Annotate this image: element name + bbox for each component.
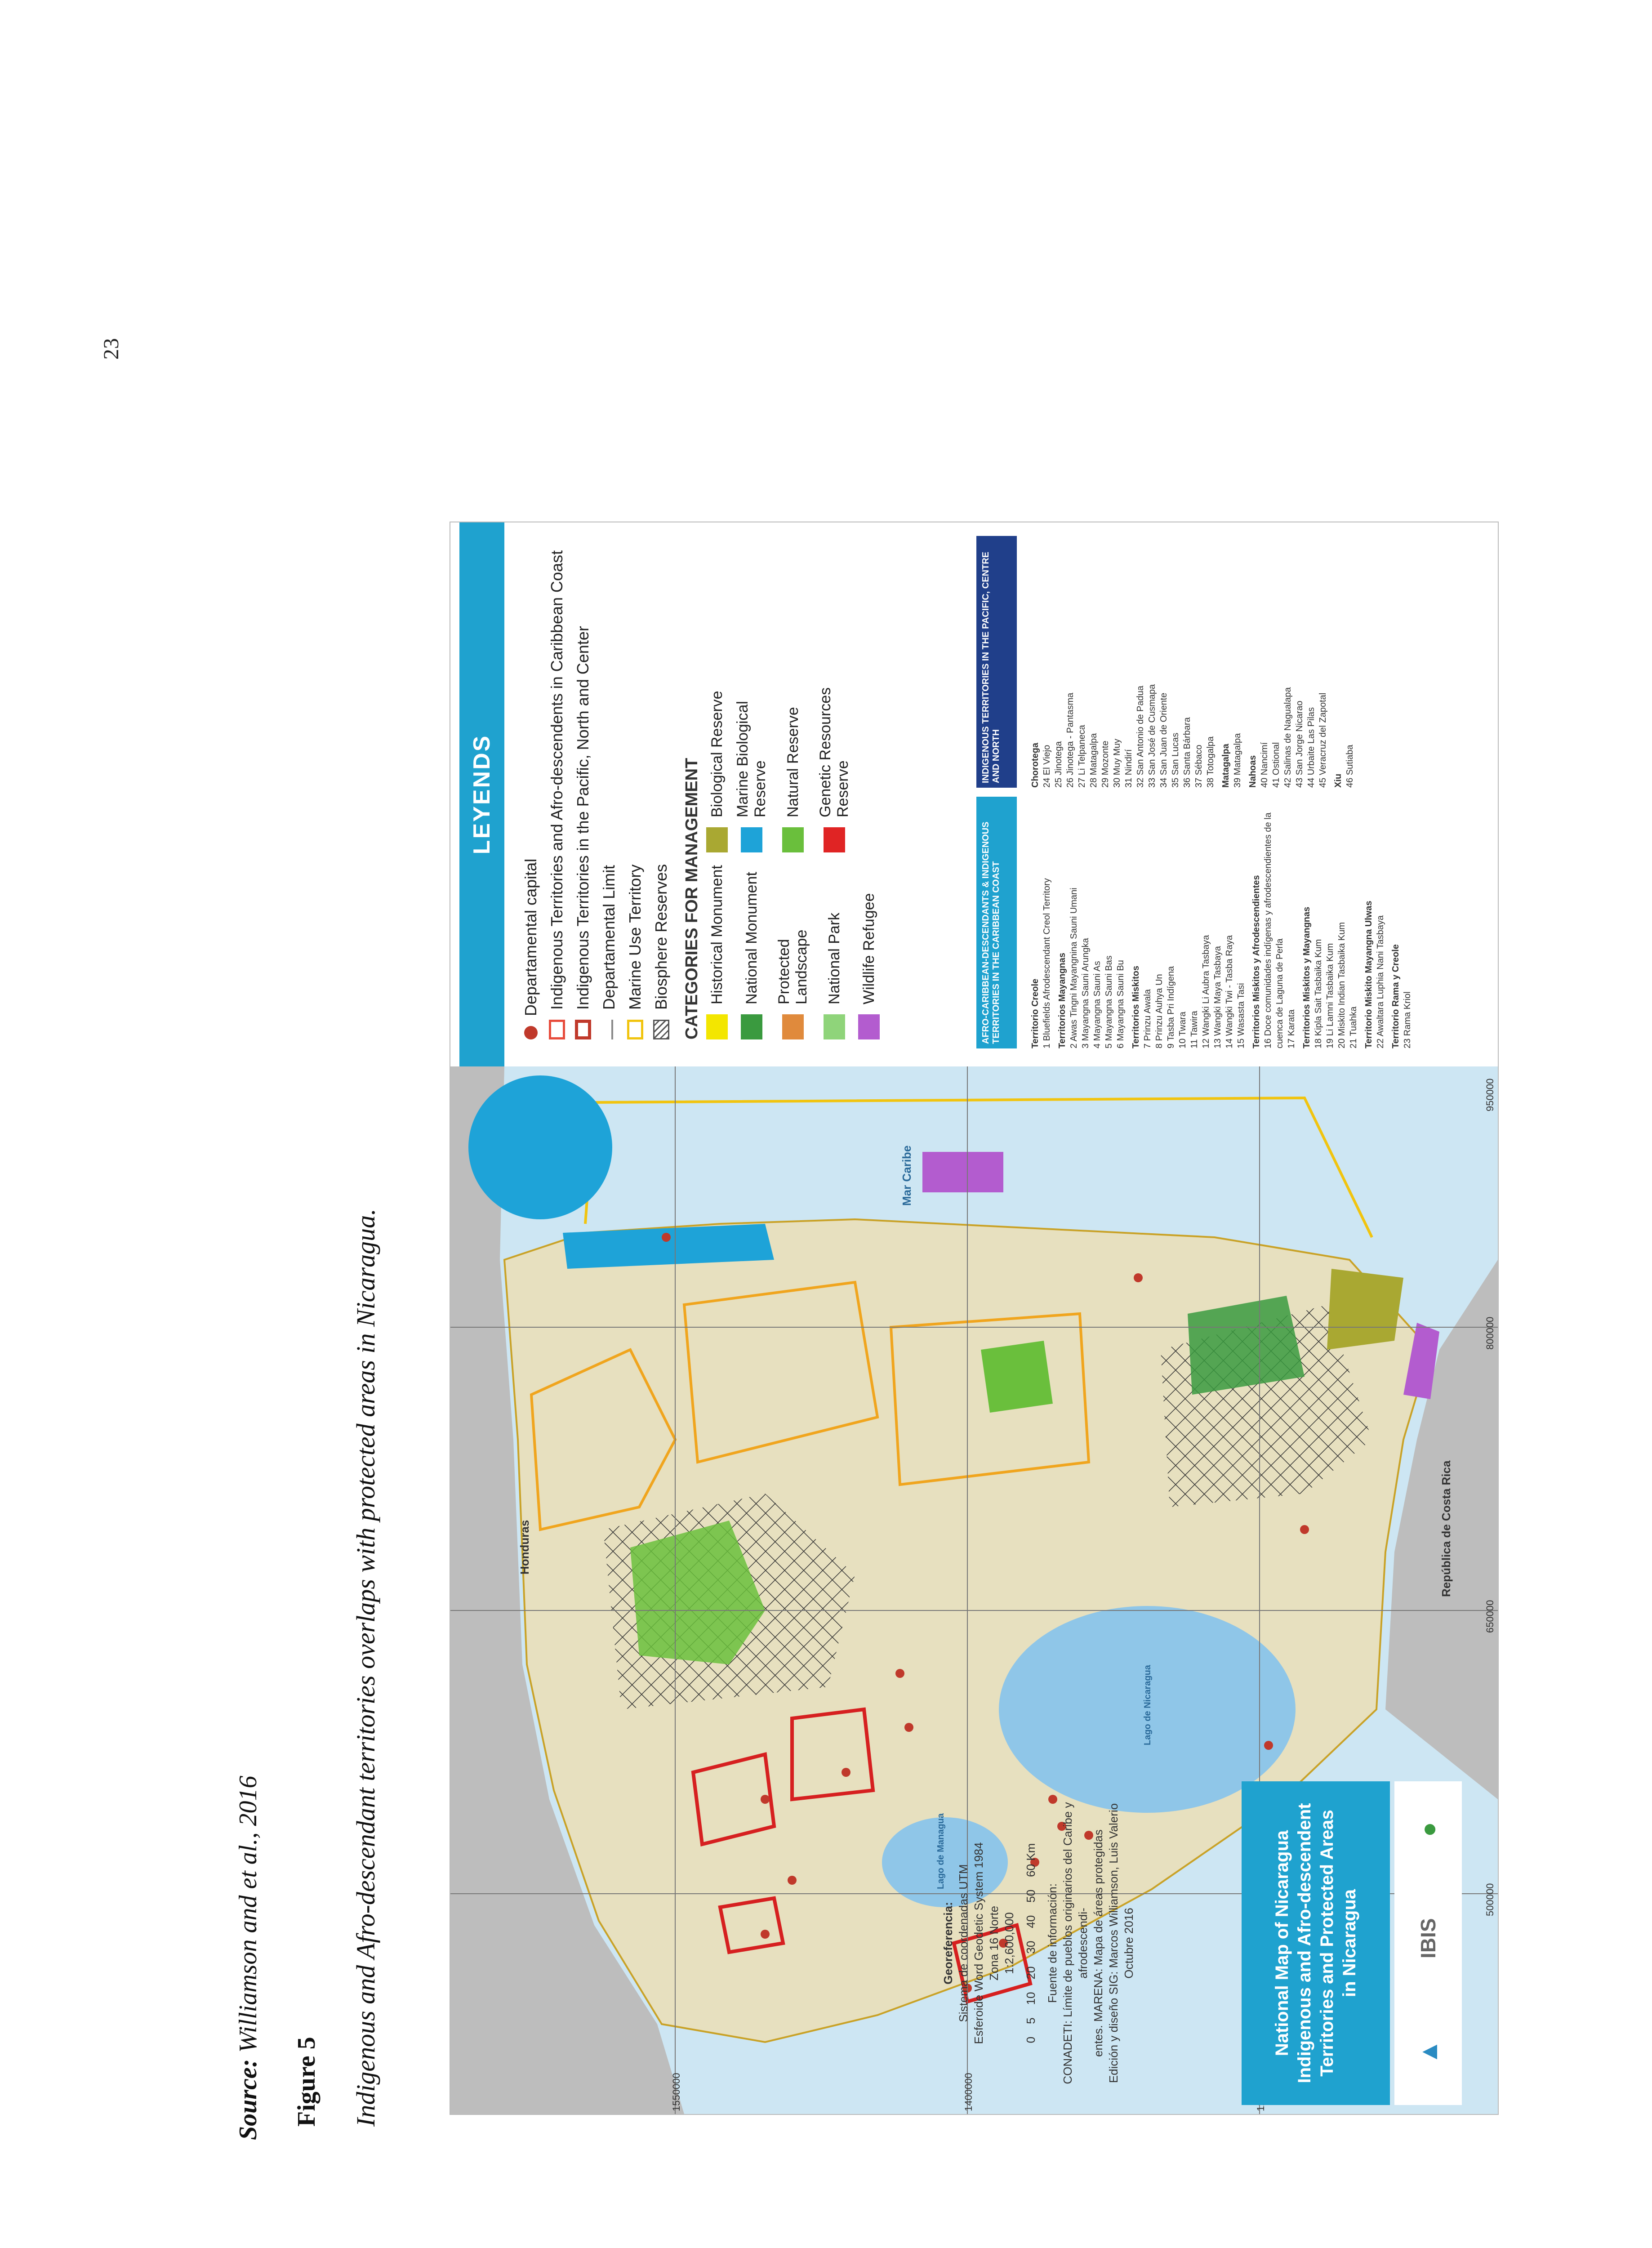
scale-20: 20 (1024, 1966, 1038, 1980)
territory-item: 40 Nancimí (1260, 742, 1269, 788)
category-label: Historical Monument (708, 865, 726, 1004)
territory-item: 22 Awaltara Luphia Nani Tasbaya (1376, 915, 1385, 1048)
legend-item (570, 536, 596, 1039)
territory-group: Territorios Miskitos (1131, 965, 1141, 1048)
capital-dot-icon (524, 1026, 538, 1039)
x-tick-1: 500000 (1484, 1883, 1496, 1916)
legend-header: LEYENDS (459, 522, 504, 1066)
georef-heading: Georeferencia: (941, 1902, 955, 1985)
figure-source (234, 1776, 263, 2140)
legend-label: Departamental Limit (600, 865, 618, 1010)
marine-biological-reserve-swatch (741, 827, 762, 852)
territory-group: Territorios Mayangnas (1057, 952, 1067, 1048)
territory-item: 23 Rama Kriol (1403, 991, 1412, 1048)
right-territories-list (1026, 536, 1356, 788)
territory-item: 10 Twara (1178, 1012, 1188, 1048)
territory-item: 25 Jinotega (1054, 741, 1064, 788)
source-label: Source: (234, 2059, 262, 2140)
territory-item: 9 Tasba Pri Indígena (1166, 966, 1176, 1048)
right-territories-heading: INDIGENOUS TERRITORIES IN THE PACIFIC, CENTRE AND NORTH (976, 536, 1017, 788)
territory-item: 46 Sutiaba (1345, 745, 1355, 788)
sources-line-1: CONADETI: Límite de pueblos originarios del Caribe y afrodescendi- (1061, 1802, 1090, 2084)
y-tick-2: 1400000 (963, 2073, 974, 2111)
scale-10: 10 (1024, 1992, 1038, 2005)
georeference-block (940, 1781, 1192, 2105)
category-label: Biological Reserve (708, 691, 726, 817)
legend-label: Departamental capital (521, 858, 540, 1016)
territory-item: 16 Doce comunidades indígenas y afrodescendientes de la cuenca de Laguna de Perla (1263, 812, 1285, 1048)
category-label: Genetic Resources Reserve (817, 687, 851, 817)
lake-nicaragua-label: Lago de Nicaragua (1143, 1665, 1153, 1745)
scale-0: 0 (1024, 2036, 1038, 2043)
legend-label: Indigenous Territories in the Pacific, North and Center (574, 626, 592, 1010)
legend-label: Marine Use Territory (626, 864, 644, 1010)
national-park-swatch (824, 1014, 845, 1039)
categories-grid (706, 536, 880, 1039)
legend-item (518, 536, 544, 1039)
wildlife-refugee-swatch (858, 1014, 880, 1039)
scale-40: 40 (1024, 1915, 1038, 1928)
territory-item: 18 Kipla Sait Tasbaika Kum (1314, 939, 1323, 1048)
territory-item: 6 Mayangna Sauni Bu (1116, 960, 1126, 1048)
territory-item: 45 Veracruz del Zapotal (1318, 692, 1328, 788)
territory-item: 4 Mayangna Sauni As (1092, 961, 1102, 1048)
outline-icon (549, 1020, 565, 1039)
territory-item: 12 Wangki Li Aubra Tasbaya (1201, 935, 1211, 1048)
left-territories-heading: AFRO-CARIBBEAN-DESCENDANTS & INDIGENOUS TERRITORIES IN THE CARIBBEAN COAST (976, 797, 1017, 1048)
scale-60: 60 Km (1024, 1843, 1038, 1877)
logo-left-icon: ▲ (1414, 2039, 1443, 2065)
map-title-line-4: in Nicaragua (1340, 1889, 1359, 1998)
marine-outline-icon (627, 1020, 643, 1039)
legend-item (596, 536, 622, 1039)
legend-item (648, 536, 674, 1039)
territory-group: Xiu (1333, 773, 1343, 788)
legend-label: Indigenous Territories and Afro-descendents in Caribbean Coast (548, 550, 566, 1010)
page-number: 23 (99, 338, 123, 360)
x-tick-4: 950000 (1484, 1078, 1496, 1111)
territory-item: 37 Sébaco (1194, 745, 1204, 788)
scale-bar (1023, 1781, 1038, 2105)
territory-item: 39 Matagalpa (1233, 733, 1242, 788)
scale-30: 30 (1024, 1940, 1038, 1954)
territory-item: 27 Li Telpaneca (1077, 725, 1087, 788)
protected-landscape-swatch (782, 1014, 804, 1039)
territory-group: Territorio Creole (1030, 978, 1040, 1048)
logo-strip (1394, 1781, 1462, 2105)
sources-heading: Fuente de información: (1046, 1883, 1059, 2003)
georef-line-3: Zona 16 Norte (987, 1905, 1001, 1981)
territory-group: Territorio Miskito Mayangna Ulwas (1364, 901, 1374, 1048)
map-title-box (1242, 1781, 1390, 2105)
categories-title: CATEGORIES FOR MANAGEMENT (682, 758, 701, 1039)
territory-item: 17 Karata (1287, 1009, 1296, 1048)
territory-item: 13 Wangki Maya Tasbaya (1213, 946, 1223, 1048)
territory-item: 31 Nindirí (1124, 749, 1134, 788)
territory-item: 35 San Lucas (1171, 732, 1180, 788)
territory-group: Nahoas (1248, 755, 1258, 788)
territory-item: 36 Santa Bárbara (1182, 717, 1192, 788)
hatch-icon (653, 1020, 669, 1039)
territory-item: 20 Miskito Indian Tasbaika Kum (1337, 922, 1347, 1048)
sources-line-3: Edición y diseño SIG: Marcos Williamson, Luis Valerio (1107, 1803, 1120, 2083)
territory-item: 26 Jinotega - Pantasma (1065, 692, 1075, 788)
category-label: National Monument (743, 872, 760, 1004)
georef-line-1: Sistema de coordenadas UTM (957, 1864, 970, 2022)
map-area (450, 1066, 1498, 2114)
outline-thick-icon (575, 1020, 591, 1039)
scale-50: 50 (1024, 1889, 1038, 1903)
ibis-logo: IBIS (1416, 1918, 1440, 1958)
territory-item: 34 San Juan de Oriente (1159, 692, 1169, 788)
map-title-line-1: National Map of Nicaragua (1272, 1830, 1292, 2056)
legend-label: Biosphere Reserves (652, 864, 670, 1010)
biological-reserve (1327, 1269, 1403, 1350)
legend-item (622, 536, 648, 1039)
sources-line-4: Octubre 2016 (1122, 1908, 1135, 1979)
territory-item: 5 Mayangna Sauni Bas (1104, 955, 1114, 1048)
territory-item: 21 Tuahka (1349, 1006, 1358, 1048)
wildlife-refuge-caribbean (922, 1152, 1003, 1192)
legend-list (518, 536, 880, 1039)
x-tick-2: 650000 (1484, 1600, 1496, 1633)
lake-managua-label: Lago de Managua (936, 1813, 946, 1889)
territory-item: 8 Prinzu Auhya Un (1154, 974, 1164, 1048)
territory-group: Territorio Rama y Creole (1391, 944, 1401, 1048)
territory-group: Matagalpa (1221, 744, 1231, 788)
territory-item: 44 Urbaite Las Pilas (1306, 707, 1316, 788)
legend-panel (450, 522, 1498, 1066)
source-text: Williamson and et al., 2016 (234, 1775, 262, 2059)
territory-item: 33 San José de Cusmapa (1147, 684, 1157, 788)
y-tick-1: 1550000 (671, 2073, 682, 2111)
territory-item: 19 Li Lamni Tasbaika Kum (1325, 943, 1335, 1048)
georef-line-2: Esferoide Word Geodetic System 1984 (972, 1842, 985, 2044)
territory-item: 38 Totogalpa (1206, 736, 1216, 788)
map-title-line-3: Territories and Protected Areas (1317, 1810, 1337, 2077)
territory-item: 15 Wasasta Tasi (1236, 983, 1246, 1048)
territory-group: Chorotega (1030, 743, 1040, 788)
territory-item: 24 El Viejo (1042, 745, 1052, 788)
honduras-label: Honduras (518, 1520, 531, 1574)
territory-item: 41 Ostional (1271, 742, 1281, 788)
territory-item: 3 Mayangna Sauni Arungka (1081, 938, 1091, 1048)
scale-5: 5 (1024, 2017, 1038, 2024)
georef-line-4: 1:2,600,000 (1002, 1912, 1016, 1974)
category-label: Natural Reserve (784, 707, 802, 817)
territory-item: 28 Matagalpa (1089, 733, 1099, 788)
category-label: Protected Landscape (775, 929, 810, 1004)
territory-item: 14 Wangki Twi - Tasba Raya (1225, 935, 1234, 1048)
category-label: National Park (825, 912, 843, 1004)
territory-item: 11 Tawira (1189, 1011, 1199, 1048)
line-icon (605, 1020, 613, 1039)
category-label: Wildlife Refugee (860, 893, 877, 1004)
map-title-line-2: Indigenous and Afro-descendent (1295, 1803, 1314, 2083)
x-tick-3: 800000 (1484, 1316, 1496, 1350)
territory-group: Territorios Miskitos y Afrodescendientes (1251, 875, 1261, 1048)
genetic-resources-swatch (824, 827, 845, 852)
biological-reserve-swatch (706, 827, 728, 852)
map-canvas (450, 522, 1498, 2114)
left-territories-list (1026, 797, 1413, 1048)
territory-item: 1 Bluefields Afrodescendant Creol Territory (1042, 878, 1052, 1048)
territory-item: 29 Mozonte (1100, 740, 1110, 788)
historical-monument-swatch (706, 1014, 728, 1039)
territories-box (976, 536, 1480, 1048)
marine-biological-reserve (468, 1075, 612, 1219)
figure-map (450, 522, 1499, 2115)
territory-group: Territorios Miskitos y Mayangnas (1302, 906, 1312, 1048)
category-label: Marine Biological Reserve (734, 701, 769, 817)
figure-caption: Indigenous and Afro-descendant territories overlaps with protected areas in Nicaragua. (351, 1209, 380, 2127)
caribbean-label: Mar Caribe (900, 1145, 913, 1206)
territory-item: 43 San Jorge Nicarao (1295, 700, 1305, 788)
natural-reserve-swatch (782, 827, 804, 852)
figure-label: Figure 5 (293, 2037, 321, 2127)
territory-item: 42 Salinas de Nagualapa (1283, 687, 1293, 788)
territory-item: 32 San Antonio de Padua (1135, 686, 1145, 788)
territory-item: 2 Awas Tingni Mayangnina Sauni Umani (1069, 888, 1079, 1048)
protected-wawashang (981, 1341, 1053, 1413)
territory-item: 30 Muy Muy (1112, 739, 1122, 788)
sources-line-2: entes. MARENA: Mapa de áreas protegidas (1091, 1829, 1105, 2057)
national-monument-swatch (741, 1014, 762, 1039)
costa-rica-label: República de Costa Rica (1439, 1460, 1453, 1597)
legend-item (544, 536, 570, 1039)
logo-right-icon: ● (1414, 1822, 1443, 1838)
territory-item: 7 Prinzu Awala (1143, 989, 1153, 1048)
